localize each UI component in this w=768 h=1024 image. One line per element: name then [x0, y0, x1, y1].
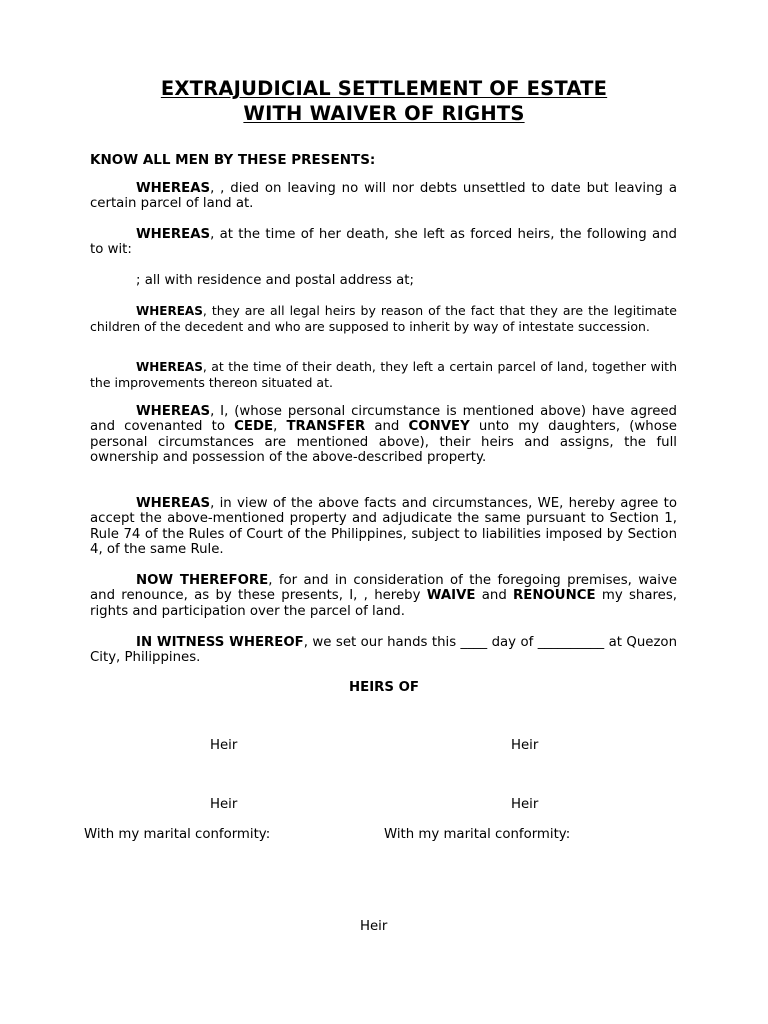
comma: , — [273, 419, 287, 435]
paragraph-text: unto my daughters, (whose personal circumstances are mentioned above), their heirs and assigns, the full ownership and possession of the above-described property. — [90, 419, 677, 465]
convey-label: CONVEY — [408, 419, 470, 435]
paragraph-text: , they are all legal heirs by reason of the fact that they are the legitimate children of the decedent and who are supposed to inherit by way of intestate succession. — [90, 303, 677, 334]
paragraph-text: , for and in consideration of the foregoing premises, waive and renounce, as by these presents, I, , hereby — [90, 573, 678, 604]
know-all-men-heading: KNOW ALL MEN BY THESE PRESENTS: — [90, 152, 376, 168]
heir-signature-label: Heir — [360, 919, 388, 934]
whereas-label: WHEREAS — [136, 360, 203, 374]
waive-label: WAIVE — [426, 588, 476, 604]
paragraph-text: ; all with residence and postal address at; — [136, 273, 414, 288]
transfer-label: TRANSFER — [286, 419, 366, 435]
paragraph-text: , at the time of her death, she left as forced heirs, the following and to wit: — [90, 227, 677, 258]
now-therefore-label: NOW THEREFORE — [136, 573, 269, 588]
paragraph-residence — [90, 273, 677, 288]
heir-signature-label: Heir — [511, 738, 539, 753]
document-title-line2: WITH WAIVER OF RIGHTS — [243, 102, 525, 125]
paragraph-text: , I, (whose personal circumstance is mentioned above) have agreed and covenanted to — [90, 404, 677, 435]
whereas-label: WHEREAS — [136, 181, 211, 196]
document-title-line1: EXTRAJUDICIAL SETTLEMENT OF ESTATE — [160, 77, 608, 100]
paragraph-whereas-4 — [90, 359, 677, 390]
whereas-label: WHEREAS — [136, 404, 211, 419]
paragraph-whereas-2 — [90, 227, 677, 258]
marital-conformity-label: With my marital conformity: — [384, 827, 571, 842]
heir-signature-label: Heir — [210, 797, 238, 812]
marital-conformity-label: With my marital conformity: — [84, 827, 271, 842]
paragraph-text: , , died on leaving no will nor debts unsettled to date but leaving a certain parcel of land at. — [90, 181, 677, 212]
and-text: and — [365, 419, 409, 435]
paragraph-in-witness — [90, 635, 677, 666]
whereas-label: WHEREAS — [136, 227, 211, 242]
paragraph-text: my shares, rights and participation over the parcel of land. — [90, 588, 677, 619]
paragraph-whereas-3 — [90, 303, 677, 334]
in-witness-label: IN WITNESS WHEREOF — [136, 635, 304, 650]
paragraph-text: , we set our hands this ____ day of __________ at Quezon City, Philippines. — [90, 635, 677, 666]
heirs-of-heading: HEIRS OF — [349, 680, 419, 695]
paragraph-whereas-1 — [90, 181, 677, 212]
heir-signature-label: Heir — [511, 797, 539, 812]
paragraph-whereas-5 — [90, 404, 677, 465]
and-text: and — [475, 588, 514, 604]
paragraph-now-therefore — [90, 573, 677, 619]
whereas-label: WHEREAS — [136, 304, 203, 318]
paragraph-text: , in view of the above facts and circumstances, WE, hereby agree to accept the above-mentioned property and adjudicate the same pursuant to Section 1, Rule 74 of the Rules of Court of the Philippines, subject to liabilities imposed by Section 4, of the same Rule. — [90, 496, 677, 557]
whereas-label: WHEREAS — [136, 496, 211, 511]
renounce-label: RENOUNCE — [513, 588, 596, 604]
paragraph-text: , at the time of their death, they left a certain parcel of land, together with the improvements thereon situated at. — [90, 359, 677, 390]
heir-signature-label: Heir — [210, 738, 238, 753]
cede-label: CEDE — [234, 419, 274, 435]
paragraph-whereas-6 — [90, 496, 677, 557]
